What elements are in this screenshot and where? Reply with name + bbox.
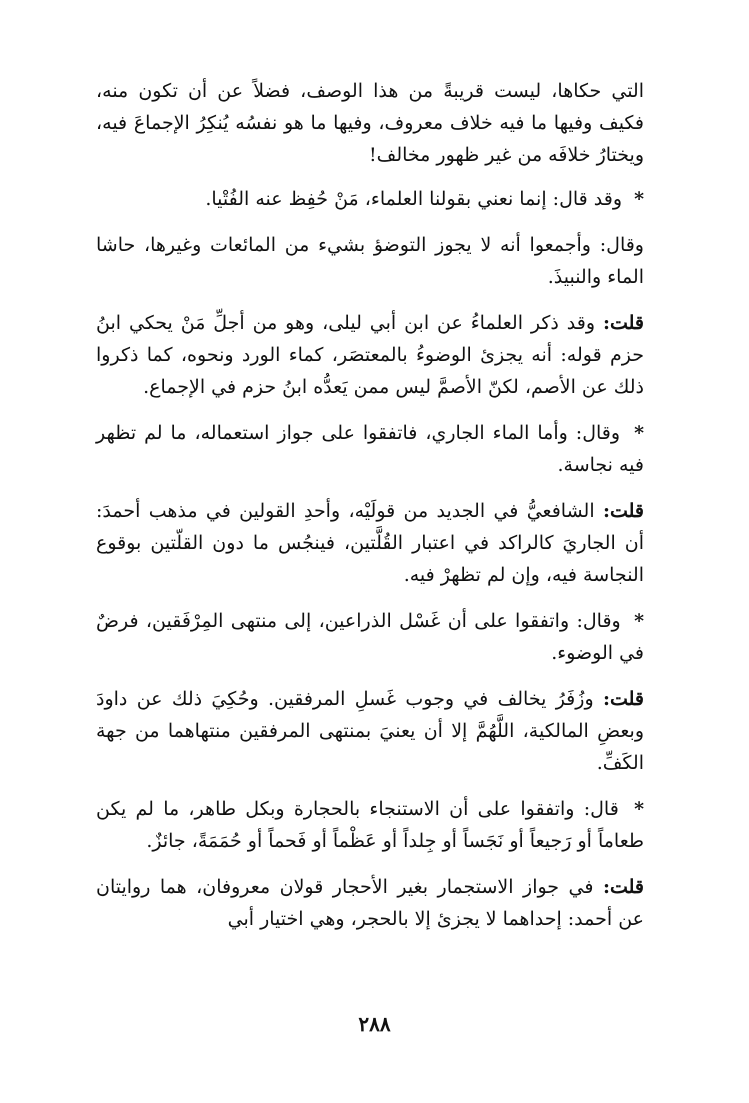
paragraph-text: وقد قال: إنما نعني بقولنا العلماء، مَنْ حُفِظ عنه الفُتْيا.	[205, 188, 623, 210]
paragraph	[96, 229, 644, 293]
paragraph	[96, 495, 644, 591]
keyword-qultu: قلت:	[602, 500, 644, 522]
asterisk-marker: *	[634, 188, 644, 210]
paragraph-text: وقال: وأجمعوا أنه لا يجوز التوضؤ بشيء من المائعات وغيرها، حاشا الماء والنبيذَ.	[96, 234, 644, 288]
paragraph	[96, 183, 644, 215]
paragraph-text: الشافعيُّ في الجديد من قولَيْه، وأحدِ القولين في مذهب أحمدَ: أن الجاريَ كالراكد في اعتبار القُلَّتين، فينجُس ما دون القلّتين بوقوع النجاسة فيه، وإن لم تظهرْ فيه.	[96, 500, 644, 586]
paragraph	[96, 417, 644, 481]
paragraph	[96, 793, 644, 857]
paragraph	[96, 871, 644, 935]
paragraph	[96, 307, 644, 403]
keyword-qultu: قلت:	[602, 688, 644, 710]
asterisk-marker: *	[634, 422, 644, 444]
paragraph-text: وقال: واتفقوا على أن غَسْل الذراعين، إلى منتهى المِرْفَقين، فرضٌ في الوضوء.	[96, 610, 644, 664]
text-body	[96, 75, 644, 949]
paragraph-text: في جواز الاستجمار بغير الأحجار قولان معروفان، هما روايتان عن أحمد: إحداهما لا يجزئ إلا بالحجر، وهي اختيار أبي	[96, 876, 644, 930]
asterisk-marker: *	[634, 610, 644, 632]
keyword-qultu: قلت:	[602, 876, 644, 898]
paragraph	[96, 683, 644, 779]
asterisk-marker: *	[634, 798, 644, 820]
paragraph-text: التي حكاها، ليست قريبةً من هذا الوصف، فضلاً عن أن تكون منه، فكيف وفيها ما فيه خلاف معروف، وفيها ما هو نفسُه يُنكِرُ الإجماعَ فيه، ويختارُ خلافَه من غير ظهور مخالف!	[96, 80, 644, 166]
paragraph	[96, 605, 644, 669]
page-number: ٢٨٨	[358, 1012, 391, 1036]
paragraph-text: وقد ذكر العلماءُ عن ابن أبي ليلى، وهو من أجلِّ مَنْ يحكي ابنُ حزم قوله: أنه يجزئ الوضوءُ بالمعتصَر، كماء الورد ونحوه، كما ذكروا ذلك عن الأصم، لكنّ الأصمَّ ليس ممن يَعدُّه ابنُ حزم في الإجماع.	[96, 312, 644, 398]
paragraph-text: قال: واتفقوا على أن الاستنجاء بالحجارة وبكل طاهر، ما لم يكن طعاماً أو رَجيعاً أو نَجَساً أو جِلداً أو عَظْماً أو فَحماً أو حُمَمَةً، جائزٌ.	[96, 798, 644, 852]
paragraph	[96, 75, 644, 171]
paragraph-text: وزُفَرُ يخالف في وجوب غَسلِ المرفقين. وحُكِيَ ذلك عن داودَ وبعضِ المالكية، اللَّهُمَّ إلا أن يعنيَ بمنتهى المرفقين منتهاهما من جهة الكَفِّ.	[96, 688, 644, 774]
paragraph-text: وقال: وأما الماء الجاري، فاتفقوا على جواز استعماله، ما لم تظهر فيه نجاسة.	[96, 422, 644, 476]
keyword-qultu: قلت:	[602, 312, 644, 334]
